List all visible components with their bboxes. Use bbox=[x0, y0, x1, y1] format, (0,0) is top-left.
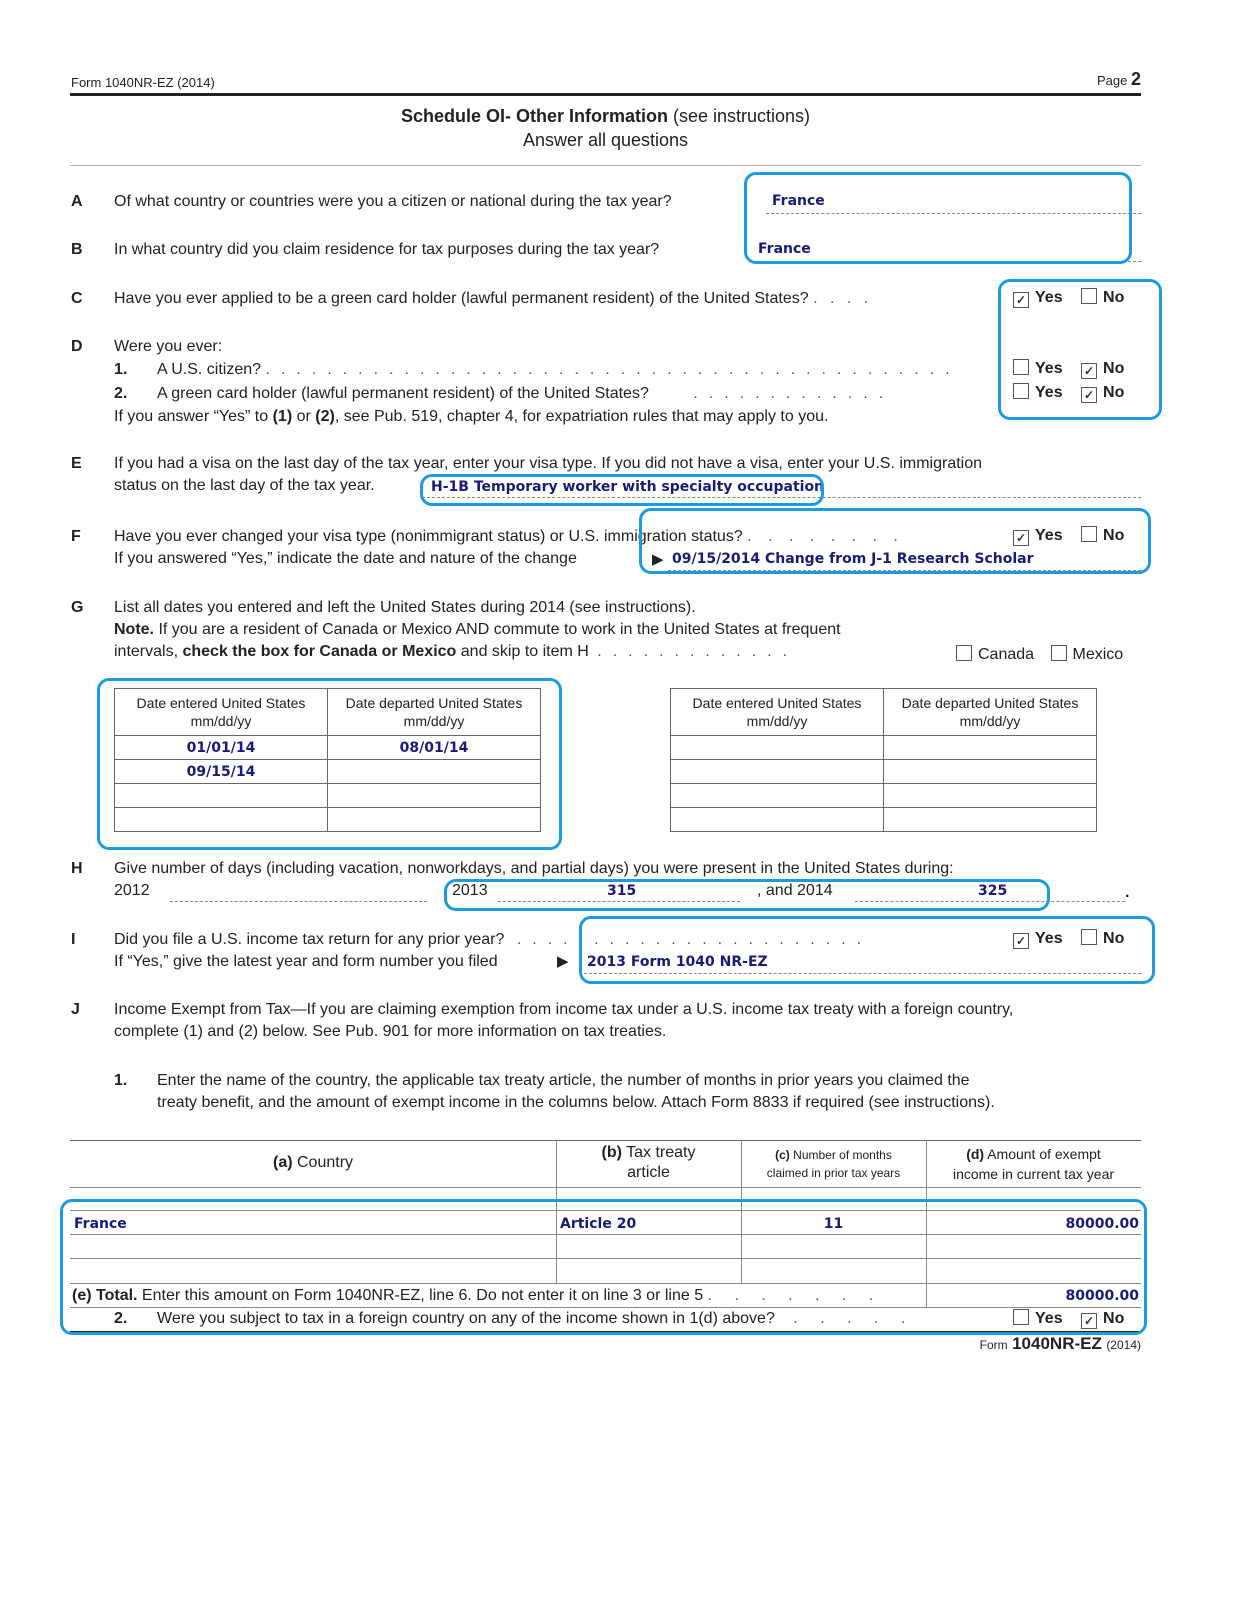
question-f-line2: If you answered “Yes,” indicate the date and nature of the change bbox=[114, 550, 577, 567]
answer-j2: Yes ✓ No bbox=[1013, 1309, 1124, 1329]
question-c: Have you ever applied to be a green card holder (lawful permanent resident) of the United States? . . . . bbox=[114, 290, 873, 307]
answer-i-prior-return[interactable]: 2013 Form 1040 NR-EZ bbox=[587, 954, 768, 970]
date-departed-cell[interactable] bbox=[884, 784, 1097, 808]
table-header-rule bbox=[70, 1187, 1141, 1188]
j-item-2-num: 2. bbox=[114, 1310, 128, 1327]
h-period: . bbox=[1125, 884, 1130, 901]
header-rule bbox=[70, 93, 1141, 96]
h-year-2014: , and 2014 bbox=[757, 882, 833, 899]
highlight-f bbox=[639, 508, 1151, 574]
d-item-2-text: A green card holder (lawful permanent resident) of the United States? ............. bbox=[157, 385, 895, 402]
j-item-1-line2: treaty benefit, and the amount of exempt income in the columns below. Attach Form 8833 if required (see instructions). bbox=[157, 1094, 995, 1111]
item-letter-e: E bbox=[71, 455, 82, 472]
form-label: Form 1040NR-EZ (2014) bbox=[71, 75, 215, 90]
date-entered-cell[interactable] bbox=[671, 736, 884, 760]
highlight-j-table bbox=[60, 1199, 1147, 1335]
highlight-e bbox=[420, 474, 824, 506]
answer-e-visa[interactable]: H-1B Temporary worker with specialty occupation bbox=[431, 479, 825, 495]
item-letter-f: F bbox=[71, 528, 81, 545]
checkbox-mexico[interactable] bbox=[1051, 645, 1067, 661]
date-departed-cell[interactable] bbox=[884, 808, 1097, 832]
treaty-article-cell[interactable]: Article 20 bbox=[560, 1216, 637, 1232]
table-top-rule bbox=[70, 1140, 1141, 1141]
highlight-h bbox=[444, 879, 1050, 911]
col-header-article: (b) Tax treaty article bbox=[601, 1144, 696, 1181]
item-letter-g: G bbox=[71, 599, 84, 616]
answer-c: ✓ Yes No bbox=[1013, 288, 1124, 308]
question-d-intro: Were you ever: bbox=[114, 338, 223, 355]
h-days-2014[interactable]: 325 bbox=[978, 883, 1008, 899]
item-letter-h: H bbox=[71, 860, 83, 877]
page-number: 2 bbox=[1130, 69, 1141, 89]
item-letter-b: B bbox=[71, 241, 83, 258]
answer-f-change[interactable]: 09/15/2014 Change from J-1 Research Scholar bbox=[672, 551, 1034, 567]
page-label: Page bbox=[1096, 73, 1128, 88]
highlight-ab bbox=[744, 172, 1132, 264]
highlight-g-table bbox=[97, 678, 562, 850]
checkbox-j2-no[interactable]: ✓ bbox=[1081, 1313, 1097, 1329]
col-header-entered: Date entered United States mm/dd/yy bbox=[671, 689, 884, 736]
answer-i: ✓ Yes No bbox=[1013, 929, 1124, 949]
col-header-departed: Date departed United States mm/dd/yy bbox=[328, 689, 541, 736]
date-entered-cell[interactable]: 09/15/14 bbox=[115, 760, 328, 784]
arrow-icon: ▶ bbox=[557, 953, 569, 970]
checkbox-d2-no[interactable]: ✓ bbox=[1081, 387, 1097, 403]
item-letter-c: C bbox=[71, 290, 83, 307]
answer-b-residence[interactable]: France bbox=[758, 241, 811, 257]
total-label: (e) Total. Enter this amount on Form 1040NR-EZ, line 6. Do not enter it on line 3 or line 5 . . . . . . . bbox=[72, 1287, 883, 1304]
date-departed-cell[interactable] bbox=[884, 736, 1097, 760]
treaty-months-cell[interactable]: 11 bbox=[823, 1216, 844, 1232]
treaty-country-cell[interactable]: France bbox=[74, 1216, 127, 1232]
j-item-1-num: 1. bbox=[114, 1072, 128, 1089]
checkbox-i-yes[interactable]: ✓ bbox=[1013, 933, 1029, 949]
col-header-country: (a) Country bbox=[272, 1154, 354, 1171]
page-title: Schedule OI- Other Information (see instructions) bbox=[400, 106, 811, 126]
question-g-note: Note. If you are a resident of Canada or Mexico AND commute to work in the United States at frequent bbox=[114, 621, 841, 638]
g-country-checkboxes: Canada Mexico bbox=[956, 645, 1123, 665]
date-entered-cell[interactable] bbox=[671, 808, 884, 832]
answer-d2: Yes ✓ No bbox=[1013, 383, 1124, 403]
question-e-line2: status on the last day of the tax year. bbox=[114, 477, 375, 494]
date-entered-cell[interactable] bbox=[671, 760, 884, 784]
h-year-2013: 2013 bbox=[452, 882, 488, 899]
col-header-entered: Date entered United States mm/dd/yy bbox=[115, 689, 328, 736]
divider bbox=[70, 165, 1141, 166]
highlight-i bbox=[579, 916, 1155, 984]
col-header-departed: Date departed United States mm/dd/yy bbox=[884, 689, 1097, 736]
d-item-1-text: A U.S. citizen? ............................................. bbox=[157, 361, 961, 378]
question-b: In what country did you claim residence for tax purposes during the tax year? bbox=[114, 241, 660, 258]
answer-d1: Yes ✓ No bbox=[1013, 359, 1124, 379]
h-days-2013[interactable]: 315 bbox=[607, 883, 637, 899]
j-item-2-text: Were you subject to tax in a foreign country on any of the income shown in 1(d) above? . . . . . bbox=[157, 1310, 915, 1327]
d-item-2-num: 2. bbox=[114, 385, 128, 402]
item-letter-i: I bbox=[71, 931, 76, 948]
footer-form-label: Form 1040NR-EZ (2014) bbox=[979, 1334, 1141, 1353]
question-j-line2: complete (1) and (2) below. See Pub. 901 for more information on tax treaties. bbox=[114, 1023, 667, 1040]
arrow-icon: ▶ bbox=[652, 551, 664, 568]
total-amount[interactable]: 80000.00 bbox=[1065, 1288, 1139, 1304]
answer-a-citizenship[interactable]: France bbox=[772, 193, 825, 209]
question-h: Give number of days (including vacation, nonworkdays, and partial days) you were present in the United States during: bbox=[114, 860, 954, 877]
answer-f: ✓ Yes No bbox=[1013, 526, 1124, 546]
question-e-line1: If you had a visa on the last day of the tax year, enter your visa type. If you did not have a visa, enter your U.S. immigration bbox=[114, 455, 983, 472]
checkbox-f-yes[interactable]: ✓ bbox=[1013, 530, 1029, 546]
page-indicator bbox=[1097, 69, 1141, 90]
question-g-line3: intervals, check the box for Canada or Mexico and skip to item H ............. bbox=[114, 643, 799, 660]
date-departed-cell[interactable] bbox=[884, 760, 1097, 784]
question-f-line1: Have you ever changed your visa type (nonimmigrant status) or U.S. immigration status? . . . . . . . . bbox=[114, 528, 904, 545]
checkbox-canada[interactable] bbox=[956, 645, 972, 661]
item-letter-a: A bbox=[71, 193, 83, 210]
page-subtitle: Answer all questions bbox=[522, 130, 689, 150]
highlight-cd bbox=[998, 279, 1162, 420]
question-j-line1: Income Exempt from Tax—If you are claiming exemption from income tax under a U.S. income tax treaty with a foreign country, bbox=[114, 1001, 1014, 1018]
date-departed-cell[interactable]: 08/01/14 bbox=[328, 736, 541, 760]
d-item-1-num: 1. bbox=[114, 361, 128, 378]
date-entered-cell[interactable]: 01/01/14 bbox=[115, 736, 328, 760]
item-letter-d: D bbox=[71, 338, 83, 355]
col-header-months: (c) Number of months claimed in prior tax years bbox=[766, 1148, 901, 1180]
item-letter-j: J bbox=[71, 1001, 80, 1018]
question-a: Of what country or countries were you a citizen or national during the tax year? bbox=[114, 193, 672, 210]
col-header-amount: (d) Amount of exempt income in current tax year bbox=[952, 1146, 1115, 1182]
treaty-amount-cell[interactable]: 80000.00 bbox=[1065, 1216, 1139, 1232]
question-i-line1: Did you file a U.S. income tax return for any prior year? ....................... bbox=[114, 931, 873, 948]
h-year-2012: 2012 bbox=[114, 882, 150, 899]
d-note: If you answer “Yes” to (1) or (2), see Pub. 519, chapter 4, for expatriation rules that may apply to you. bbox=[114, 408, 829, 425]
j-item-1-line1: Enter the name of the country, the applicable tax treaty article, the number of months in prior years you claimed the bbox=[157, 1072, 970, 1089]
checkbox-d1-no[interactable]: ✓ bbox=[1081, 363, 1097, 379]
question-i-line2: If “Yes,” give the latest year and form number you filed bbox=[114, 953, 498, 970]
h-2012-field[interactable] bbox=[170, 901, 427, 902]
question-g-line1: List all dates you entered and left the United States during 2014 (see instructions). bbox=[114, 599, 696, 616]
checkbox-c-yes[interactable]: ✓ bbox=[1013, 292, 1029, 308]
dates-table-right bbox=[670, 688, 1097, 832]
date-entered-cell[interactable] bbox=[671, 784, 884, 808]
